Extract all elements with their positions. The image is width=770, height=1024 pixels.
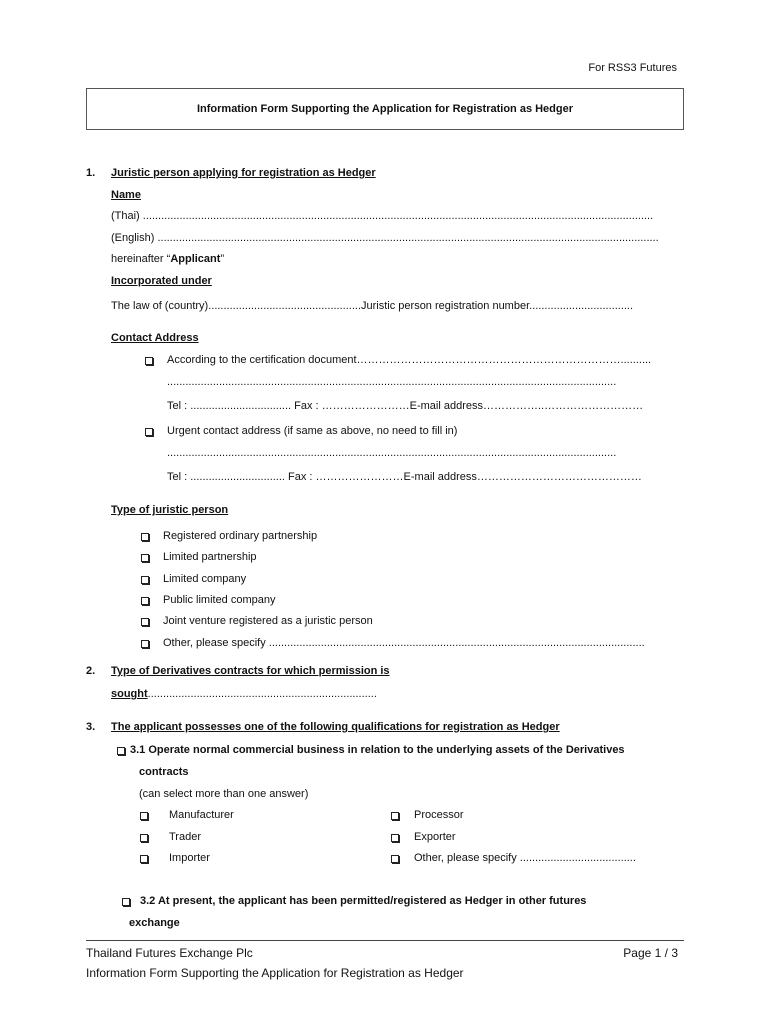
q31-text-cont: contracts	[139, 766, 189, 778]
incorporated-label: Incorporated under	[111, 275, 212, 287]
q31-option-checkbox[interactable]	[140, 832, 148, 844]
type-option: Limited partnership	[163, 551, 257, 563]
form-title-box	[86, 88, 684, 130]
q31-option: Processor	[414, 809, 464, 821]
q31-option-checkbox[interactable]	[391, 832, 399, 844]
type-checkbox[interactable]	[141, 638, 149, 650]
q31-option-checkbox[interactable]	[391, 810, 399, 822]
hereinafter-text: hereinafter “Applicant”	[111, 253, 225, 265]
type-checkbox[interactable]	[141, 616, 149, 628]
section3-number: 3.	[86, 721, 96, 733]
section2-number: 2.	[86, 665, 96, 677]
section1-number: 1.	[86, 167, 96, 179]
type-option: Limited company	[163, 573, 247, 585]
form-title: Information Form Supporting the Application for Registration as Hedger	[196, 103, 574, 115]
tel-fax-email-2[interactable]: Tel : ............................... Fax : ……………………E-mail address………………………………………	[167, 471, 642, 483]
type-juristic-label: Type of juristic person	[111, 504, 229, 516]
q32-checkbox[interactable]	[122, 896, 130, 908]
form-code: For RSS3 Futures	[588, 62, 677, 74]
urgent-address-label: Urgent contact address (if same as above, no need to fill in)	[167, 425, 458, 437]
type-checkbox[interactable]	[141, 552, 149, 564]
urgent-address-checkbox[interactable]	[145, 426, 153, 438]
footer-page-number: Page 1 / 3	[623, 946, 678, 960]
footer-divider	[86, 940, 684, 941]
q31-option: Manufacturer	[169, 809, 234, 821]
tel-fax-email-1[interactable]: Tel : ................................. Fax : ……………………E-mail address……………..………………………	[167, 400, 644, 412]
section3-heading: The applicant possesses one of the following qualifications for registration as Hedger	[111, 721, 560, 733]
q31-option-checkbox[interactable]	[140, 853, 148, 865]
section2-sought-field[interactable]: sought...........................................................................	[111, 688, 377, 700]
type-option: Public limited company	[163, 594, 276, 606]
name-label: Name	[111, 189, 141, 201]
type-option: Joint venture registered as a juristic person	[163, 615, 373, 627]
type-checkbox[interactable]	[141, 595, 149, 607]
section1-heading: Juristic person applying for registration as Hedger	[111, 167, 376, 179]
footer-company: Thailand Futures Exchange Plc	[86, 946, 253, 960]
q31-option: Trader	[169, 831, 201, 843]
q31-text: 3.1 Operate normal commercial business in relation to the underlying assets of the Derivatives	[130, 744, 625, 756]
type-checkbox[interactable]	[141, 574, 149, 586]
q31-option: Exporter	[414, 831, 456, 843]
q31-checkbox[interactable]	[117, 745, 125, 757]
q31-option-checkbox[interactable]	[140, 810, 148, 822]
q32-text: 3.2 At present, the applicant has been permitted/registered as Hedger in other futures	[140, 895, 587, 907]
cert-address-checkbox[interactable]	[145, 355, 153, 367]
q31-option-checkbox[interactable]	[391, 853, 399, 865]
law-country-field[interactable]: The law of (country)..................................................Juristic person registration number..................................	[111, 300, 634, 312]
type-checkbox[interactable]	[141, 531, 149, 543]
cert-address-field[interactable]: According to the certification document………………………………………………………………..........	[167, 354, 652, 366]
cert-address-line2[interactable]: ...................................................................................................................................................	[167, 376, 617, 388]
type-option-other[interactable]: Other, please specify ...........................................................................................................................	[163, 637, 645, 649]
q31-option: Importer	[169, 852, 210, 864]
english-name-field[interactable]: (English) ....................................................................................................................................................................	[111, 232, 659, 244]
urgent-address-line2[interactable]: ...................................................................................................................................................	[167, 447, 617, 459]
footer-form-title: Information Form Supporting the Application for Registration as Hedger	[86, 966, 464, 980]
type-option: Registered ordinary partnership	[163, 530, 318, 542]
contact-address-label: Contact Address	[111, 332, 199, 344]
thai-name-field[interactable]: (Thai) .......................................................................................................................................................................	[111, 210, 654, 222]
select-note: (can select more than one answer)	[139, 788, 309, 800]
section2-heading: Type of Derivatives contracts for which permission is	[111, 665, 390, 677]
q31-option-other[interactable]: Other, please specify ......................................	[414, 852, 636, 864]
q32-text-cont: exchange	[129, 917, 180, 929]
